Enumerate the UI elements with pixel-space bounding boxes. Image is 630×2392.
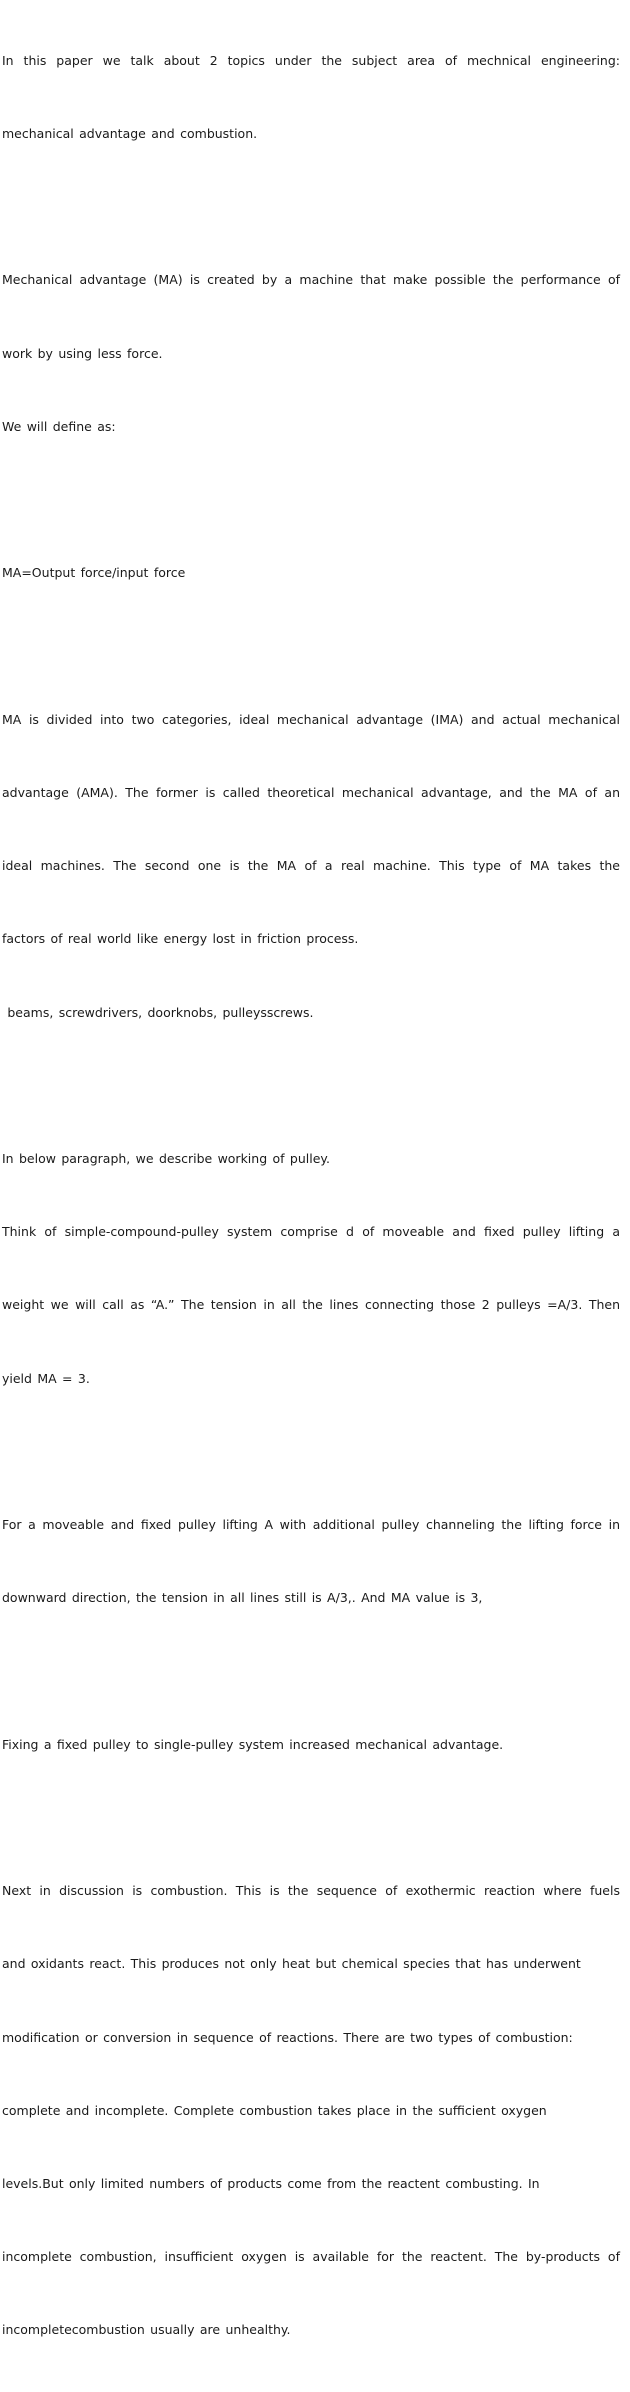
paragraph-ma-categories [2, 659, 620, 1074]
paragraph-intro [2, 0, 620, 195]
paragraph-combustion [2, 1830, 620, 2391]
text-line: weight we will call as “A.” The tension in all the lines connecting those 2 pulleys =A/3. Then [2, 1297, 620, 1313]
text-line: MA is divided into two categories, ideal mechanical advantage (IMA) and actual mechanical [2, 711, 620, 727]
paragraph-formula [2, 513, 620, 635]
paragraph-moveable-pulley [2, 1464, 620, 1659]
text-line: and oxidants react. This produces not only heat but chemical species that has underwent [2, 1956, 581, 1972]
paragraph-gap [2, 1440, 620, 1464]
text-line: We will define as: [2, 418, 116, 434]
text-line: In this paper we talk about 2 topics under the subject area of mechnical engineering: [2, 52, 620, 68]
paragraph-fixed-pulley [2, 1684, 620, 1806]
text-line: Next in discussion is combustion. This is the sequence of exothermic reaction where fuels [2, 1883, 620, 1899]
paragraph-gap [2, 1074, 620, 1098]
text-line: modification or conversion in sequence of reactions. There are two types of combustion: [2, 2029, 573, 2045]
text-line: factors of real world like energy lost in friction process. [2, 931, 359, 947]
paragraph-gap [2, 635, 620, 659]
text-line: In below paragraph, we describe working of pulley. [2, 1151, 331, 1167]
paragraph-gap [2, 195, 620, 219]
text-line: yield MA = 3. [2, 1370, 90, 1386]
text-line: incomplete combustion, insufficient oxygen is available for the reactent. The by-products of [2, 2249, 620, 2265]
formula-line: MA=Output force/input force [2, 565, 186, 581]
paragraph-gap [2, 488, 620, 512]
paragraph-gap [2, 1806, 620, 1830]
text-line: levels.But only limited numbers of products come from the reactent combusting. In [2, 2176, 540, 2192]
paragraph-gap [2, 1660, 620, 1684]
paragraph-mechanical-advantage [2, 220, 620, 488]
text-line: incompletecombustion usually are unhealthy. [2, 2322, 291, 2338]
text-line: ideal machines. The second one is the MA of a real machine. This type of MA takes the [2, 858, 620, 874]
text-line: work by using less force. [2, 345, 163, 361]
paragraph-pulley [2, 1098, 620, 1440]
text-line: beams, screwdrivers, doorknobs, pulleysscrews. [2, 1004, 314, 1020]
text-line: complete and incomplete. Complete combustion takes place in the sufficient oxygen [2, 2102, 547, 2118]
text-line: For a moveable and fixed pulley lifting A with additional pulley channeling the lifting force in [2, 1517, 620, 1533]
text-line: advantage (AMA). The former is called theoretical mechanical advantage, and the MA of an [2, 784, 620, 800]
text-line: Fixing a fixed pulley to single-pulley system increased mechanical advantage. [2, 1736, 504, 1752]
text-line: Mechanical advantage (MA) is created by a machine that make possible the performance of [2, 272, 620, 288]
text-line: downward direction, the tension in all lines still is A/3,. And MA value is 3, [2, 1590, 483, 1606]
text-line: mechanical advantage and combustion. [2, 126, 258, 142]
text-line: Think of simple-compound-pulley system comprise d of moveable and fixed pulley lifting a [2, 1224, 620, 1240]
